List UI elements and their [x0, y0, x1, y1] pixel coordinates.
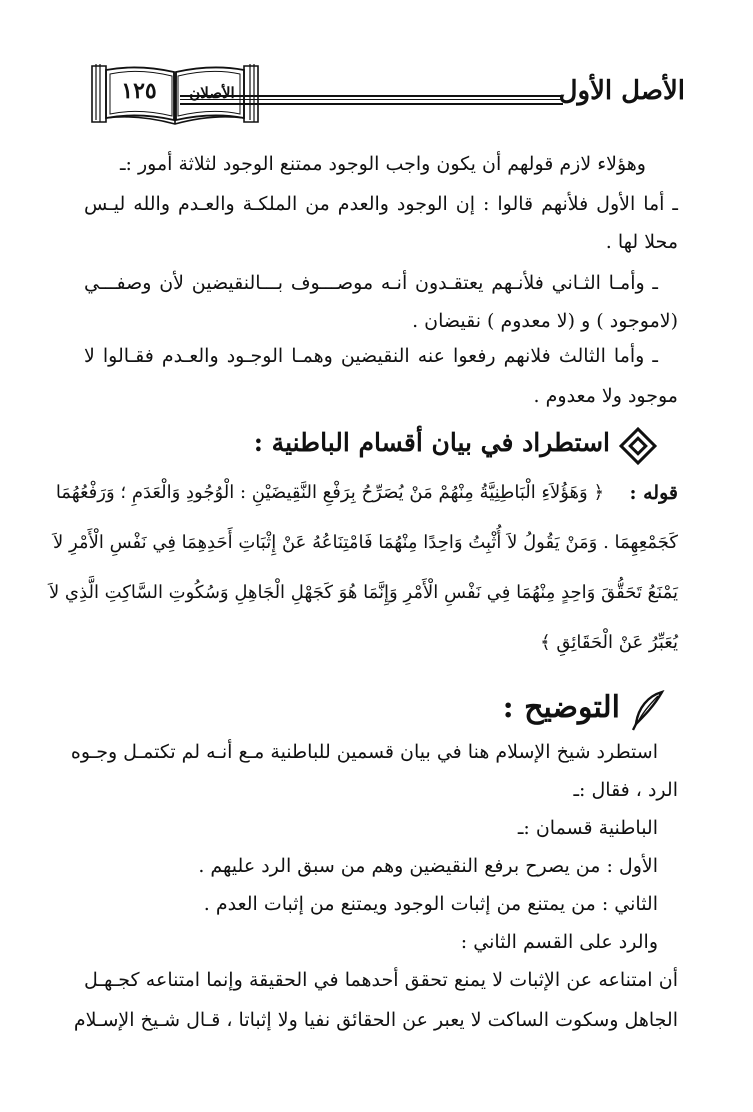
- paragraph-intro: وهؤلاء لازم قولهم أن يكون واجب الوجود ممتنع الوجود لثلاثة أمور :ـ: [119, 153, 646, 175]
- paragraph-third-line-2: موجود ولا معدوم .: [533, 385, 678, 407]
- quill-pen-icon: [628, 688, 668, 732]
- explanation-heading: التوضيح :: [502, 690, 620, 725]
- explanation-line-7: أن امتناعه عن الإثبات لا يمنع تحقق أحدهما في الحقيقة وإنما امتناعه كجـهـل: [84, 969, 678, 991]
- section-title: الأصل الأول: [558, 76, 685, 106]
- paragraph-first-line-2: محلا لها .: [605, 231, 678, 253]
- quote-label: قوله :: [629, 482, 678, 504]
- quote-line-2: كَجَمْعِهِمَا . وَمَنْ يَقُولُ لاَ أُثْبِتُ وَاحِدًا مِنْهُمَا فَامْتِنَاعُهُ عَنْ إِثْبَاتِ أَحَدِهِمَا فِي نَفْسِ الْأَمْرِ لاَ: [53, 532, 678, 553]
- explanation-line-5: الثاني : من يمتنع من إثبات الوجود ويمتنع من إثبات العدم .: [203, 893, 658, 915]
- digression-heading: استطراد في بيان أقسام الباطنية :: [253, 428, 610, 457]
- header-rule: [180, 95, 563, 105]
- quote-line-3: يَمْنَعُ تَحَقُّقَ وَاحِدٍ مِنْهُمَا فِي نَفْسِ الْأَمْرِ وَإِنَّمَا هُوَ كَجَهْلِ الْجَاهِلِ وَسُكُوتِ السَّاكِتِ الَّذِي لاَ: [48, 582, 678, 603]
- paragraph-third-line-1: ـ وأما الثالث فلانهم رفعوا عنه النقيضين وهمـا الوجـود والعـدم فقـالوا لا: [84, 345, 658, 367]
- quote-line-4: يُعَبِّرُ عَنْ الْحَقَائِقِ ﴾: [540, 632, 678, 653]
- paragraph-first-line-1: ـ أما الأول فلأنهم قالوا : إن الوجود والعدم من الملكـة والعـدم والله ليـس: [84, 193, 678, 215]
- book-title: الأصلان: [189, 84, 235, 102]
- explanation-line-1: استطرد شيخ الإسلام هنا في بيان قسمين للباطنية مـع أنـه لم تكتمـل وجـوه: [70, 741, 658, 763]
- explanation-line-2: الرد ، فقال :ـ: [573, 779, 678, 801]
- explanation-line-3: الباطنية قسمان :ـ: [517, 817, 658, 839]
- explanation-line-6: والرد على القسم الثاني :: [460, 931, 658, 953]
- quote-line-1: ﴿ وَهَؤُلاَءِ الْبَاطِنِيَّةُ مِنْهُمْ مَنْ يُصَرِّحُ بِرَفْعِ النَّقِيضَيْنِ : الْوُجُودِ وَالْعَدَمِ ؛ وَرَفْعُهُمَا: [55, 482, 604, 503]
- explanation-line-4: الأول : من يصرح برفع النقيضين وهم من سبق الرد عليهم .: [198, 855, 658, 877]
- paragraph-second-line-2: (لاموجود ) و (لا معدوم ) نقيضان .: [412, 310, 678, 332]
- diamond-ornament-icon: [618, 426, 658, 466]
- explanation-line-8: الجاهل وسكوت الساكت لا يعبر عن الحقائق نفيا ولا إثباتا ، قـال شـيخ الإسـلام: [73, 1009, 678, 1031]
- page-number: ١٢٥: [121, 78, 157, 104]
- paragraph-second-line-1: ـ وأمـا الثـاني فلأنـهم يعتقـدون أنـه موصـــوف بـــالنقيضين لأن وصفـــي: [84, 272, 658, 294]
